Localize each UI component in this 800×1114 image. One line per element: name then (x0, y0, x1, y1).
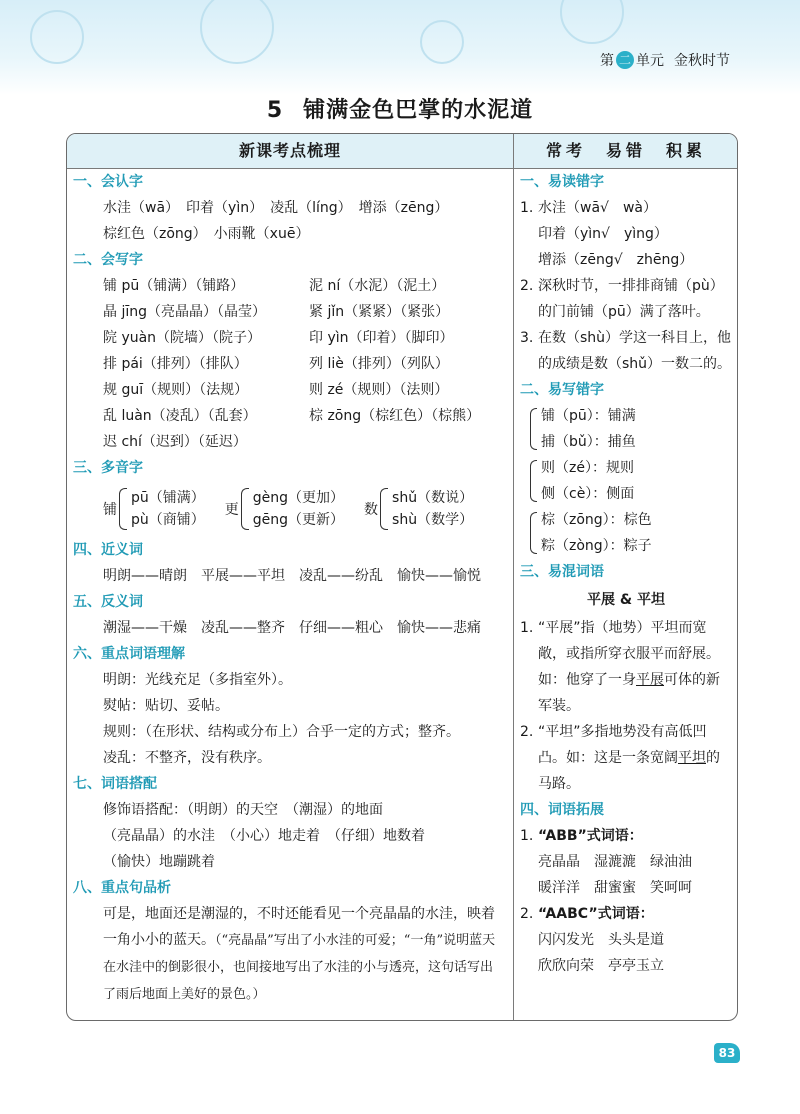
numbered-item (514, 719, 738, 797)
left-column-heading: 新课考点梳理 (67, 134, 513, 169)
confusable-subtitle: 平展 & 平坦 (587, 592, 665, 608)
item-number: 1. (520, 620, 534, 636)
text-line: 熨帖：贴切、妥帖。 (103, 698, 229, 714)
polyphone-readings (253, 487, 344, 531)
polyphone-readings (392, 487, 473, 531)
decorative-circle (200, 0, 274, 64)
page-number-badge: 83 (714, 1043, 740, 1063)
section-title: 一、易读错字 (520, 174, 604, 190)
polyphone-group (225, 487, 344, 531)
char-line: 侧（cè）：侧面 (541, 486, 635, 502)
write-char-item: 院 yuàn（院墙）（院子） (103, 330, 262, 346)
polyphone-row (67, 481, 513, 537)
section-title: 六、重点词语理解 (73, 646, 185, 662)
text-line: 修饰语搭配：（明朗）的天空 （潮湿）的地面 (103, 802, 383, 818)
item-text: 深秋时节，一排排商铺（pù）的门前铺（pū）满了落叶。 (538, 278, 724, 320)
write-char-item: 乱 luàn（凌乱）（乱套） (103, 408, 257, 424)
reading: pù（商铺） (131, 512, 205, 528)
text-line: 明朗：光线充足（多指室外）。 (103, 672, 292, 688)
polyphone-char: 铺 (103, 502, 117, 518)
unit-prefix: 第 (600, 53, 614, 69)
key-sentence-note: （“亮晶晶”写出了小水洼的可爱；“一角”说明蓝天在水洼中的倒影很小，也间接地写出了水洼的小与透亮，这句话写出了雨后地面上美好的景色。） (103, 933, 496, 1002)
section-title: 四、词语拓展 (520, 802, 604, 818)
text-line: 明朗——晴朗 平展——平坦 凌乱——纷乱 愉快——愉悦 (103, 568, 481, 584)
text-part: 可体的新军装。 (538, 672, 720, 714)
text-part: 的马路。 (538, 750, 720, 792)
text-line: （愉快）地蹦跳着 (103, 854, 215, 870)
underlined-word: 平展 (636, 672, 664, 688)
unit-suffix: 单元 (636, 53, 664, 69)
write-char-item: 则 zé（规则）（法则） (309, 382, 449, 398)
section-title: 二、易写错字 (520, 382, 604, 398)
text-line: 亮晶晶 湿漉漉 绿油油 (538, 854, 692, 870)
char-line: 粽（zòng）：粽子 (541, 538, 652, 554)
text-line: 水洼（wā） 印着（yìn） 凌乱（líng） 增添（zēng） (103, 200, 449, 216)
reading: shǔ（数说） (392, 490, 474, 506)
reading: shù（数学） (392, 512, 474, 528)
reading: gēng（更新） (252, 512, 345, 528)
section-title: 三、易混词语 (520, 564, 604, 580)
numbered-item (514, 325, 738, 377)
item-number: 2. (520, 278, 534, 294)
write-char-item: 紧 jǐn（紧紧）（紧张） (309, 304, 450, 320)
write-char-item: 泥 ní（水泥）（泥土） (309, 278, 446, 294)
brace-icon (530, 460, 537, 502)
brace-icon (530, 408, 537, 450)
underlined-word: 平坦 (678, 750, 706, 766)
content-box (66, 133, 738, 1021)
reading: pū（铺满） (131, 490, 205, 506)
write-char-item: 排 pái（排列）（排队） (103, 356, 248, 372)
char-line: 铺（pū）：铺满 (541, 408, 636, 424)
write-char-item: 晶 jīng（亮晶晶）（晶莹） (103, 304, 266, 320)
polyphone-group (103, 487, 205, 531)
text-part: “平坦”多指地势没有高低凹凸。如：这是一条宽阔 (538, 724, 707, 766)
unit-label (600, 50, 730, 70)
text-line: 暖洋洋 甜蜜蜜 笑呵呵 (538, 880, 692, 896)
decorative-circle (560, 0, 624, 44)
item-text (538, 615, 732, 719)
item-number: 2. (520, 906, 534, 922)
lesson-number: 5 (266, 98, 284, 123)
text-line: 闪闪发光 头头是道 (538, 932, 664, 948)
text-line: 欣欣向荣 亭亭玉立 (538, 958, 664, 974)
section-title: 四、近义词 (73, 542, 143, 558)
text-line: 凌乱：不整齐，没有秩序。 (103, 750, 271, 766)
unit-number-badge: 二 (616, 51, 634, 69)
brace-icon (119, 488, 127, 530)
item-text (538, 195, 732, 273)
reading-line: 水洼（wā√ wà） (538, 200, 657, 216)
write-char-item: 棕 zōng（棕红色）（棕熊） (309, 408, 481, 424)
write-char-item: 印 yìn（印着）（脚印） (309, 330, 454, 346)
char-pair (514, 455, 738, 507)
polyphone-readings (131, 487, 205, 531)
item-number: 2. (520, 724, 534, 740)
write-char-item: 列 liè（排列）（列队） (309, 356, 449, 372)
numbered-item (514, 615, 738, 719)
item-heading: “ABB”式词语： (538, 828, 643, 844)
char-pair-lines (541, 507, 652, 559)
char-pair-lines (541, 455, 634, 507)
reading-line: 印着（yìn√ yìng） (538, 226, 668, 242)
char-pair-lines (541, 403, 636, 455)
item-heading: “AABC”式词语： (538, 906, 654, 922)
brace-icon (241, 488, 249, 530)
section-title: 七、词语搭配 (73, 776, 157, 792)
write-char-item: 迟 chí（迟到）（延迟） (103, 434, 247, 450)
text-line: 棕红色（zōng） 小雨靴（xuē） (103, 226, 310, 242)
lesson-name: 铺满金色巴掌的水泥道 (303, 98, 534, 123)
numbered-item (514, 901, 738, 927)
brace-icon (530, 512, 537, 554)
polyphone-char: 数 (364, 502, 379, 518)
char-line: 捕（bǔ）：捕鱼 (541, 434, 636, 450)
key-sentence: 可是，地面还是潮湿的，不时还能看见一个亮晶晶的水洼，映着一角小小的蓝天。 (103, 906, 495, 948)
write-char-item: 规 guī（规则）（法规） (103, 382, 249, 398)
polyphone-group (364, 487, 473, 531)
section-title: 一、会认字 (73, 174, 143, 190)
numbered-item (514, 195, 738, 273)
text-line: （亮晶晶）的水洼 （小心）地走着 （仔细）地数着 (103, 828, 425, 844)
top-banner (0, 0, 800, 95)
section-title: 二、会写字 (73, 252, 143, 268)
section-title: 三、多音字 (73, 460, 143, 476)
reading: gèng（更加） (252, 490, 345, 506)
right-column-heading: 常考 易错 积累 (514, 134, 738, 169)
write-chars-grid (67, 273, 513, 455)
brace-icon (380, 488, 388, 530)
reading-line: 增添（zēng√ zhēng） (538, 252, 694, 268)
numbered-item (514, 823, 738, 849)
item-text (538, 719, 732, 797)
section-title: 五、反义词 (73, 594, 143, 610)
item-text: 在数（shù）学这一科目上，他的成绩是数（shǔ）一数二的。 (538, 330, 732, 372)
lesson-title (0, 93, 800, 124)
char-pair (514, 507, 738, 559)
text-line: 潮湿——干燥 凌乱——整齐 仔细——粗心 愉快——悲痛 (103, 620, 481, 636)
item-number: 3. (520, 330, 534, 346)
char-pair (514, 403, 738, 455)
char-line: 棕（zōng）：棕色 (541, 512, 652, 528)
section-title: 八、重点句品析 (73, 880, 171, 896)
key-sentence-paragraph (67, 901, 513, 1008)
decorative-circle (30, 10, 84, 64)
numbered-item (514, 273, 738, 325)
left-column (67, 134, 513, 1020)
unit-title: 金秋时节 (674, 53, 730, 69)
text-part: “平展”指（地势）平坦而宽敞，或指所穿衣服平而舒展。如：他穿了一身 (538, 620, 720, 688)
item-number: 1. (520, 200, 534, 216)
item-number: 1. (520, 828, 534, 844)
right-column (514, 134, 738, 1020)
decorative-circle (420, 20, 464, 64)
text-line: 规则：（在形状、结构或分布上）合乎一定的方式；整齐。 (103, 724, 460, 740)
char-line: 则（zé）：规则 (541, 460, 634, 476)
polyphone-char: 更 (224, 502, 239, 518)
write-char-item: 铺 pū（铺满）（铺路） (103, 278, 245, 294)
